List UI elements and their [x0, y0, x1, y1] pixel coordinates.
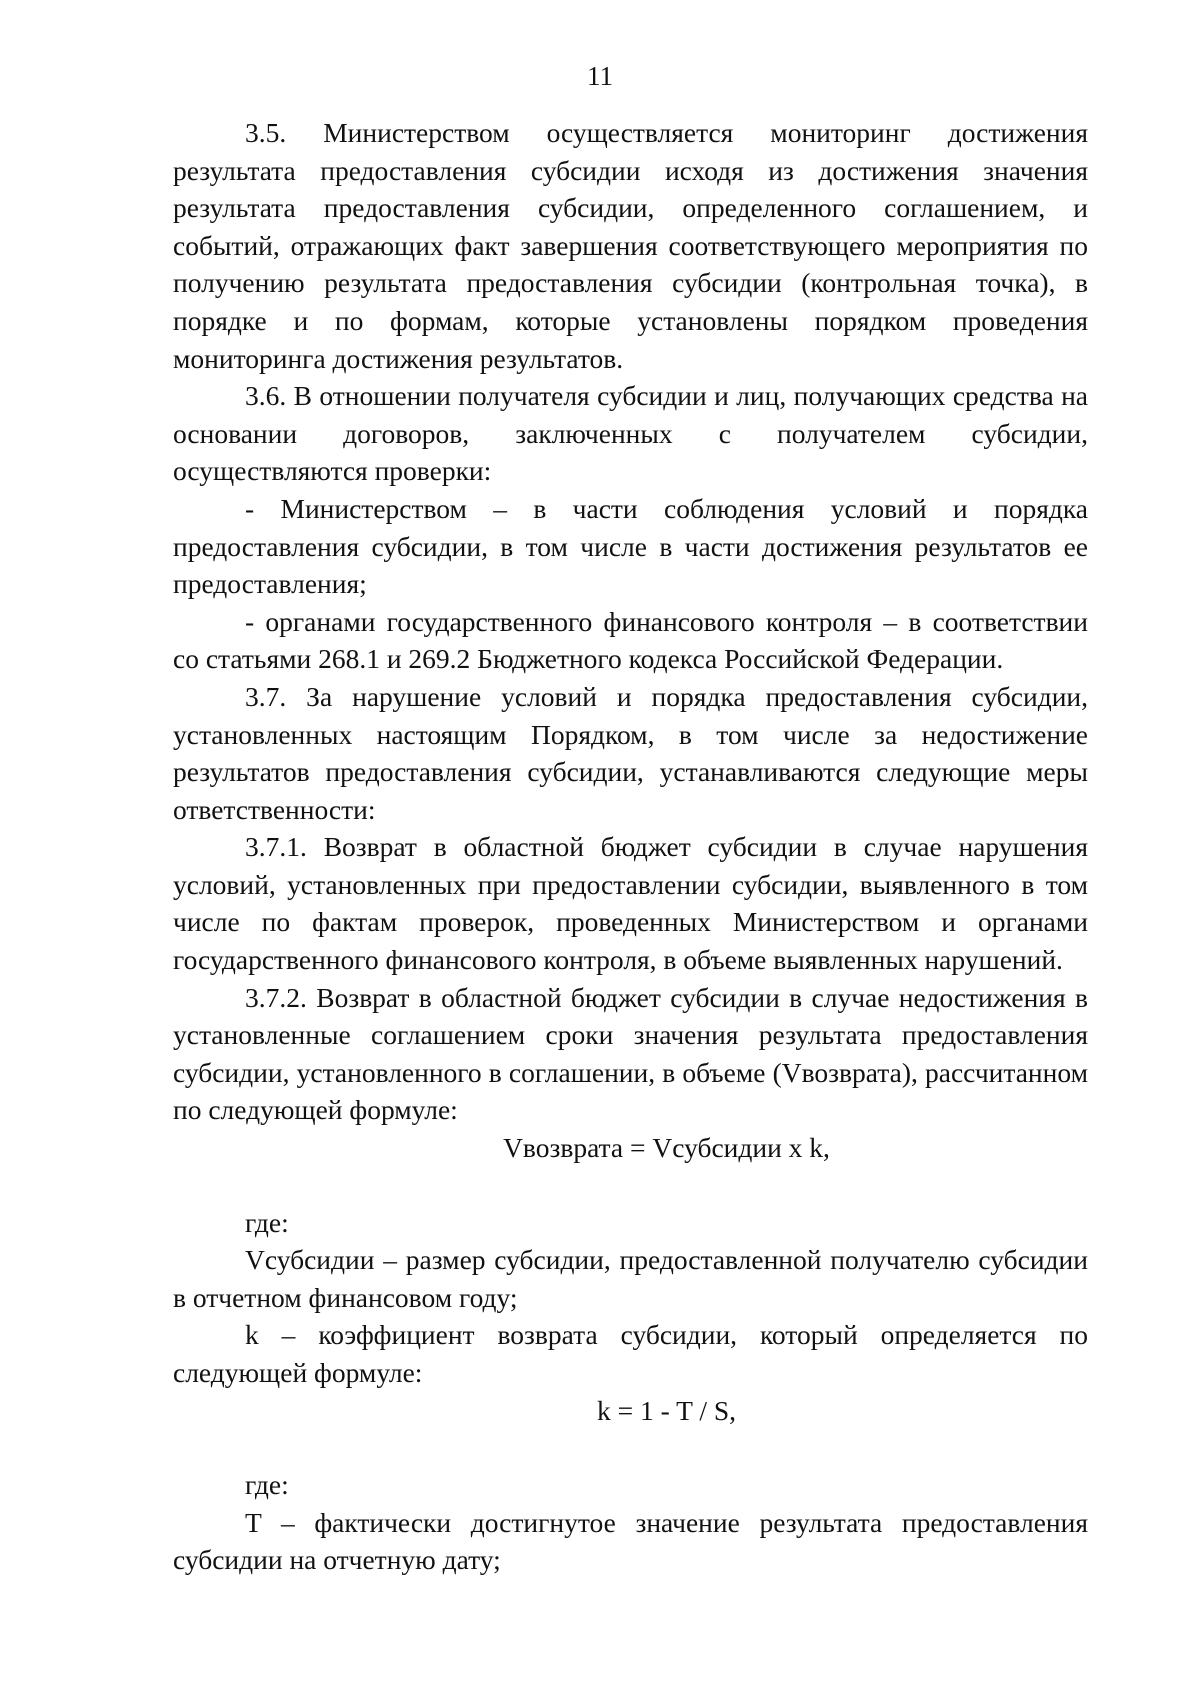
document-body [173, 114, 1088, 1579]
paragraph-3-6-item-control-bodies: - органами государственного финансового контроля – в соответствии со статьями 268.1 и 269.2 Бюджетного кодекса Российской Федерации. [173, 605, 1088, 675]
paragraph-3-7: 3.7. За нарушение условий и порядка предоставления субсидии, установленных настоящим Порядком, в том числе за недостижение результатов предоставления субсидии, устанавливаются следующие меры ответственности: [173, 680, 1088, 825]
where-label-1: где: [245, 1206, 289, 1238]
paragraph-3-7-1: 3.7.1. Возврат в областной бюджет субсидии в случае нарушения условий, установленных при предоставлении субсидии, выявленного в том числе по фактам проверок, проведенных Министерством и органами государственного финансового контроля, в объеме выявленных нарушений. [173, 831, 1088, 976]
where-label-2: где: [245, 1469, 289, 1501]
definition-k: k – коэффициент возврата субсидии, который определяется по следующей формуле: [173, 1319, 1088, 1388]
formula-refund-volume: Vвозврата = Vсубсидии x k, [503, 1132, 830, 1164]
formula-coefficient-k: k = 1 - T / S, [596, 1394, 737, 1426]
paragraph-3-7-2: 3.7.2. Возврат в областной бюджет субсидии в случае недостижения в установленные соглашением сроки значения результата предоставления субсидии, установленного в соглашении, в объеме (Vвозврата), рассчитанном по следующей формуле: [173, 981, 1088, 1126]
paragraph-3-5: 3.5. Министерством осуществляется мониторинг достижения результата предоставления субсидии исходя из достижения значения результата предоставления субсидии, определенного соглашением, и событий, отражающих факт завершения соответствующего мероприятия по получению результата предоставления субсидии (контрольная точка), в порядке и по формам, которые установлены порядком проведения мониторинга достижения результатов. [173, 117, 1088, 374]
paragraph-3-6-item-ministry: - Министерством – в части соблюдения условий и порядка предоставления субсидии, в том числе в части достижения результатов ее предоставления; [173, 492, 1088, 600]
page-number: 11 [587, 61, 613, 91]
definition-vsubsidii: Vсубсидии – размер субсидии, предоставленной получателю субсидии в отчетном финансовом году; [173, 1244, 1088, 1313]
definition-t: T – фактически достигнутое значение результата предоставления субсидии на отчетную дату; [173, 1506, 1088, 1576]
paragraph-3-6: 3.6. В отношении получателя субсидии и лиц, получающих средства на основании договоров, заключенных с получателем субсидии, осуществляются проверки: [173, 380, 1088, 487]
